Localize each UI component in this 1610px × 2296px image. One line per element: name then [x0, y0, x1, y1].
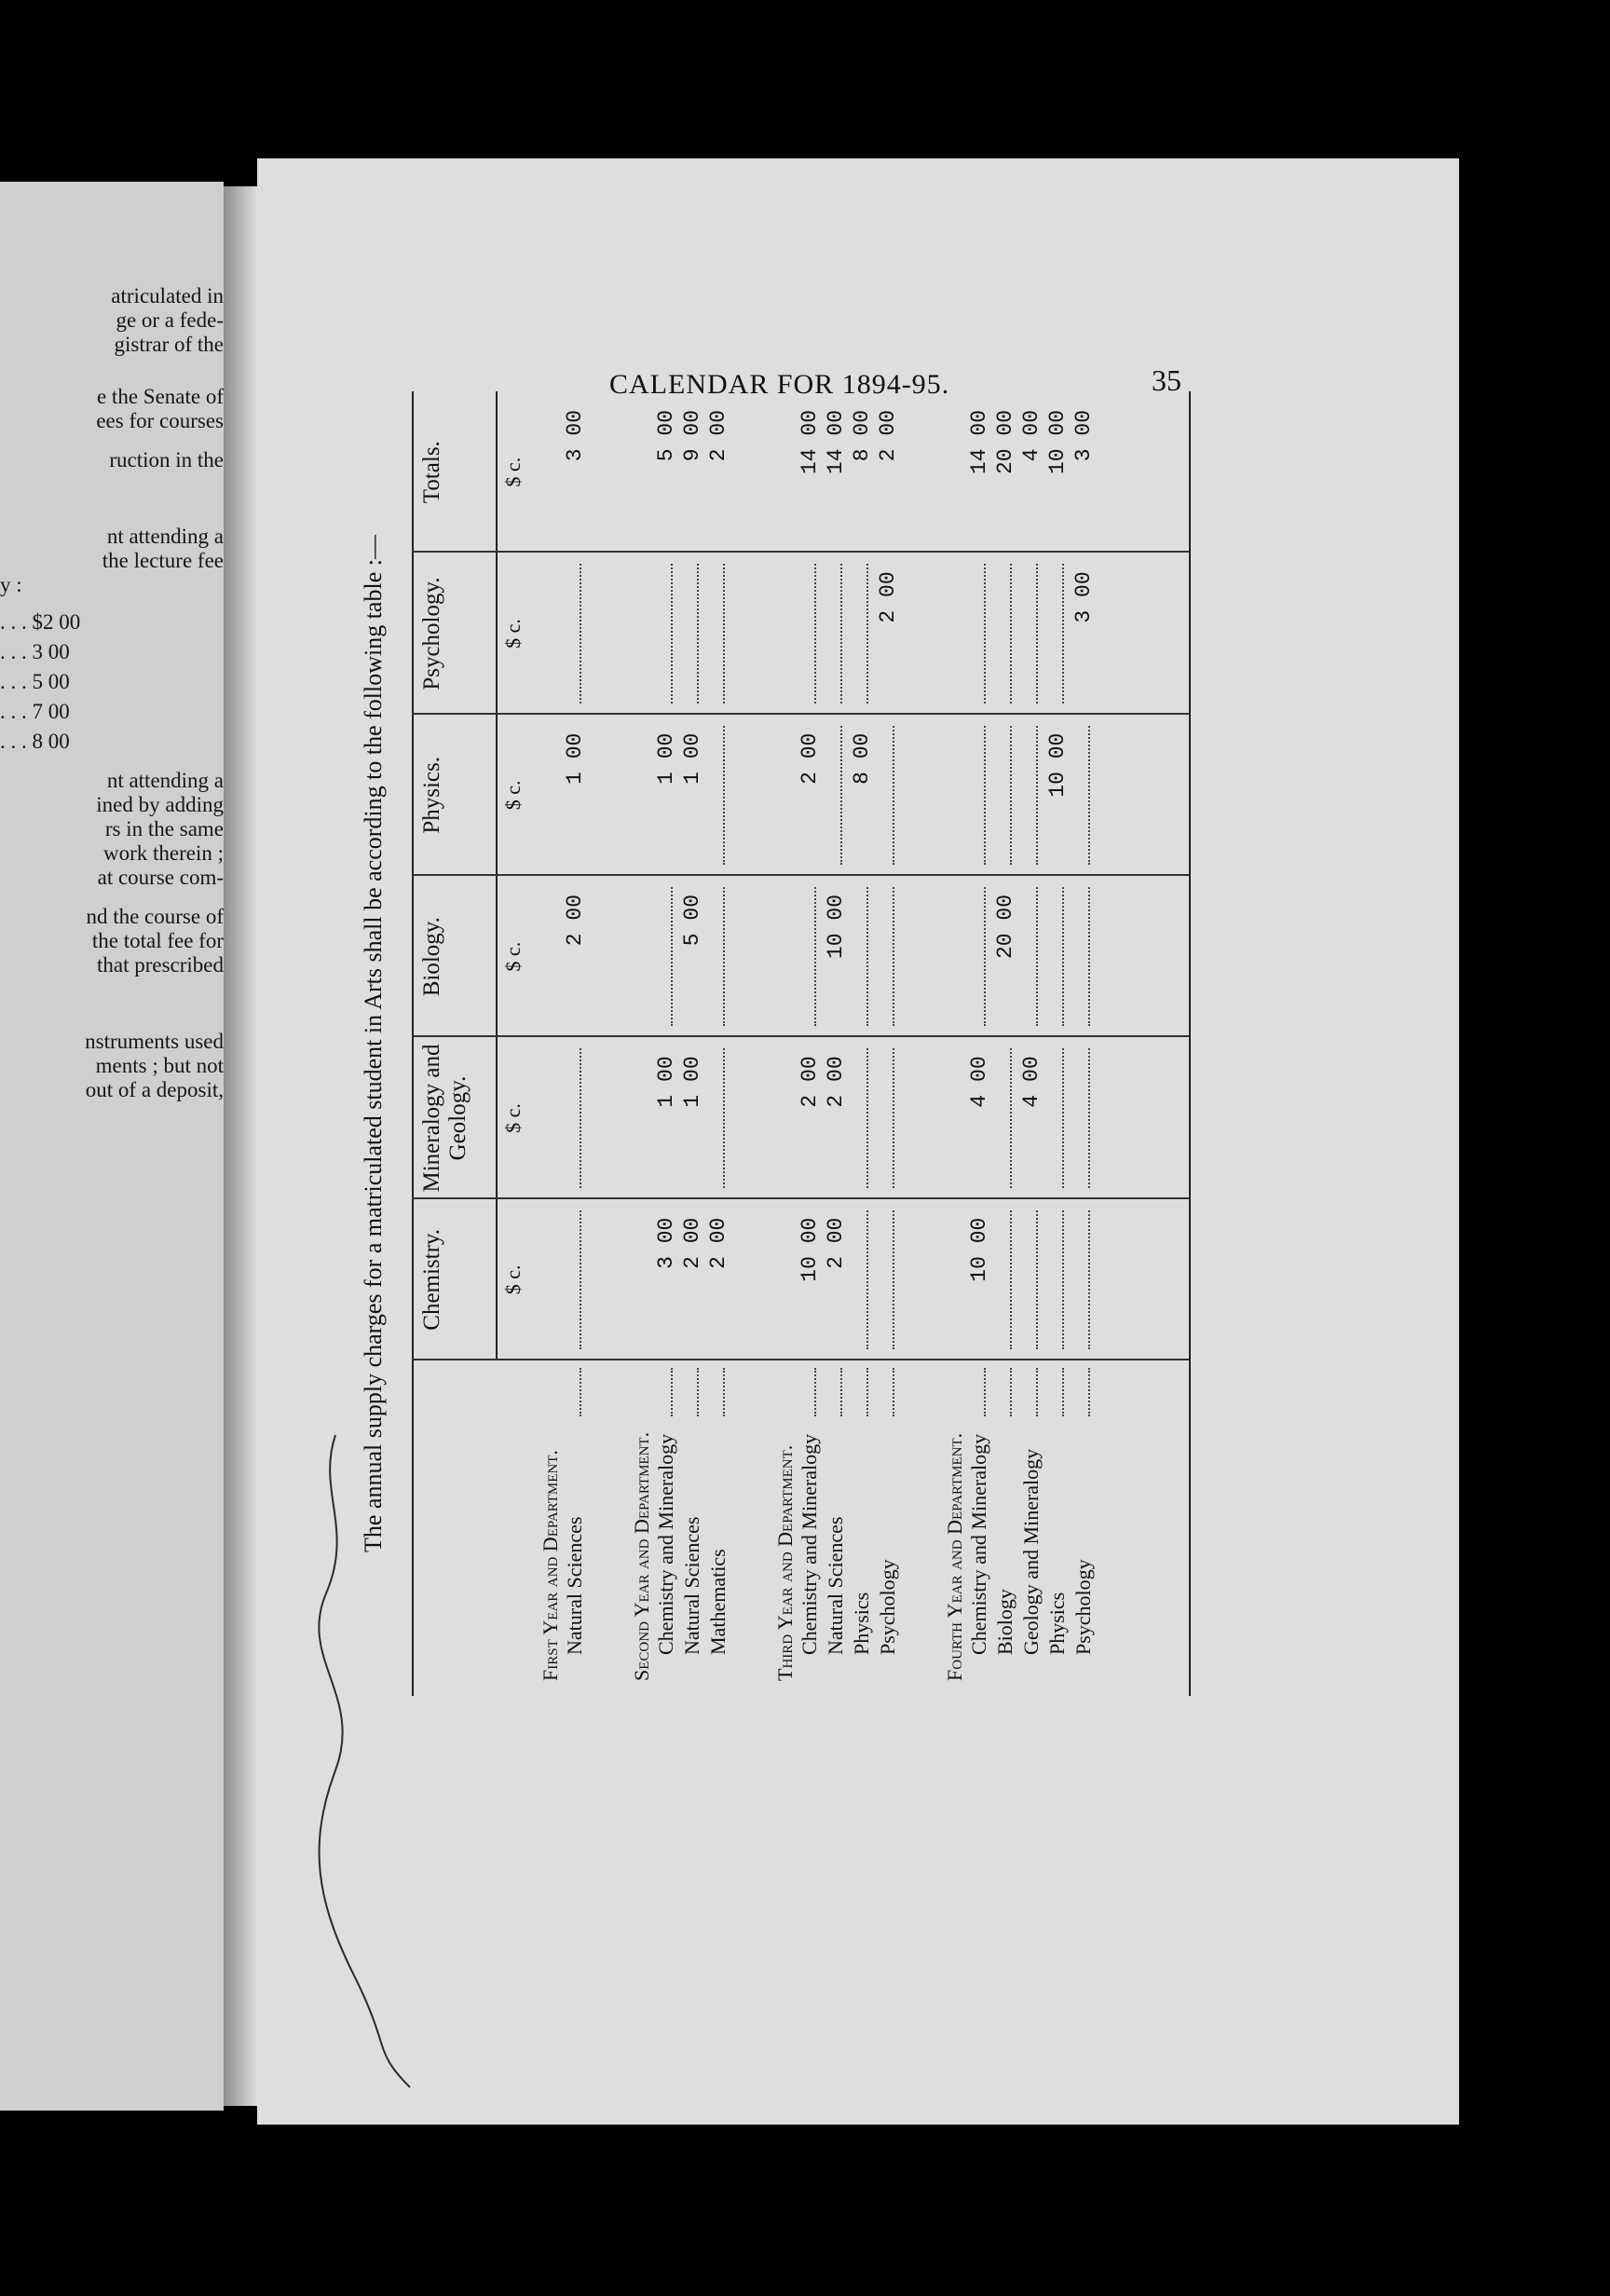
- empty-cell-leader: [1036, 1210, 1038, 1349]
- table-cell: 10 00: [798, 1217, 822, 1282]
- left-page-line: the lecture fee: [102, 549, 224, 572]
- left-page-line: nt attending a: [106, 525, 224, 548]
- left-page-line: . . . 3 00: [0, 640, 70, 663]
- empty-cell-leader: [984, 726, 986, 865]
- table-cell: 3 00: [1071, 571, 1096, 623]
- table-cell: 2 00: [876, 410, 900, 462]
- column-header: Chemistry.: [419, 1228, 444, 1331]
- left-page-line: ined by adding: [96, 793, 224, 816]
- table-cell: 5 00: [680, 895, 704, 947]
- table-cell: 14 00: [824, 410, 848, 475]
- row-leader: [1062, 1368, 1064, 1416]
- table-cell: 3 00: [563, 410, 587, 462]
- column-divider: [412, 874, 1189, 876]
- empty-cell-leader: [1062, 887, 1064, 1026]
- row-label: Physics: [1045, 1592, 1069, 1655]
- table-cell: 2 00: [563, 895, 587, 947]
- row-leader: [814, 1368, 816, 1416]
- left-page-line: gistrar of the: [114, 333, 224, 356]
- empty-cell-leader: [893, 1210, 894, 1349]
- handwritten-stroke: [298, 1416, 429, 2106]
- column-divider: [412, 1035, 1189, 1037]
- row-leader: [1088, 1368, 1090, 1416]
- left-page-line: nt attending a: [106, 769, 224, 792]
- column-unit: $ c.: [501, 1264, 525, 1295]
- row-label: Geology and Mineralogy: [1019, 1448, 1043, 1655]
- group-title: Fourth Year and Department.: [943, 1432, 966, 1681]
- table-cell: 5 00: [654, 410, 678, 462]
- page-number: 35: [1152, 363, 1181, 397]
- table-caption: The annual supply charges for a matriculated student in Arts shall be according to the following table :—: [360, 535, 387, 1552]
- empty-cell-leader: [1062, 1210, 1064, 1349]
- column-unit: $ c.: [501, 941, 525, 972]
- left-page-line: ments ; but not: [95, 1054, 224, 1077]
- table-cell: 2 00: [824, 1217, 848, 1269]
- column-divider: [412, 1197, 1189, 1199]
- empty-cell-leader: [1088, 1210, 1090, 1349]
- empty-cell-leader: [984, 887, 986, 1026]
- table-cell: 2 00: [824, 1056, 848, 1108]
- row-label: Chemistry and Mineralogy: [967, 1433, 990, 1655]
- left-page-line: ruction in the: [109, 448, 224, 472]
- table-cell: 2 00: [798, 732, 822, 785]
- column-divider: [412, 551, 1189, 553]
- row-label: Natural Sciences: [824, 1516, 847, 1655]
- row-leader: [840, 1368, 842, 1416]
- table-cell: 1 00: [680, 1056, 704, 1108]
- table-cell: 10 00: [1045, 410, 1070, 475]
- table-cell: 10 00: [824, 895, 848, 960]
- row-leader: [866, 1368, 868, 1416]
- row-leader: [1036, 1368, 1038, 1416]
- left-page: [0, 182, 224, 2111]
- empty-cell-leader: [1062, 1048, 1064, 1187]
- empty-cell-leader: [866, 1048, 868, 1187]
- empty-cell-leader: [1088, 1048, 1090, 1187]
- row-leader: [723, 1368, 725, 1416]
- table-cell: 1 00: [563, 732, 587, 785]
- empty-cell-leader: [1036, 726, 1038, 865]
- empty-cell-leader: [814, 564, 816, 703]
- empty-cell-leader: [697, 564, 699, 703]
- empty-cell-leader: [1088, 726, 1090, 865]
- empty-cell-leader: [866, 887, 868, 1026]
- left-page-line: y :: [0, 573, 22, 596]
- empty-cell-leader: [580, 1210, 581, 1349]
- row-leader: [1010, 1368, 1012, 1416]
- empty-cell-leader: [723, 887, 725, 1026]
- left-page-line: nstruments used: [85, 1030, 224, 1053]
- table-bottom-rule: [1189, 391, 1191, 1696]
- left-page-line: ge or a fede-: [116, 308, 224, 332]
- table-cell: 14 00: [798, 410, 822, 475]
- column-header: Biology.: [419, 917, 444, 997]
- left-page-line: . . . 5 00: [0, 670, 70, 693]
- table-cell: 1 00: [654, 732, 678, 785]
- column-header: Totals.: [419, 441, 444, 504]
- left-page-line: the total fee for: [91, 929, 224, 952]
- empty-cell-leader: [580, 1048, 581, 1187]
- row-label: Physics: [850, 1592, 873, 1655]
- row-leader: [697, 1368, 699, 1416]
- table-cell: 4 00: [967, 1056, 991, 1108]
- left-page-line: ees for courses: [96, 409, 224, 432]
- column-divider: [412, 713, 1189, 715]
- left-page-line: e the Senate of: [96, 385, 224, 408]
- empty-cell-leader: [1010, 564, 1012, 703]
- left-page-line: . . . $2 00: [0, 610, 81, 634]
- empty-cell-leader: [893, 726, 894, 865]
- supply-charges-table: [360, 391, 1226, 1696]
- table-cell: 4 00: [1019, 410, 1044, 462]
- empty-cell-leader: [866, 564, 868, 703]
- row-label: Natural Sciences: [680, 1516, 703, 1655]
- empty-cell-leader: [840, 564, 842, 703]
- empty-cell-leader: [840, 726, 842, 865]
- running-head: CALENDAR FOR 1894-95.: [609, 369, 950, 400]
- empty-cell-leader: [580, 564, 581, 703]
- empty-cell-leader: [984, 564, 986, 703]
- table-cell: 14 00: [967, 410, 991, 475]
- empty-cell-leader: [723, 564, 725, 703]
- row-leader: [580, 1368, 581, 1416]
- row-label: Biology: [993, 1589, 1016, 1655]
- empty-cell-leader: [1010, 1048, 1012, 1187]
- empty-cell-leader: [893, 887, 894, 1026]
- table-cell: 3 00: [1071, 410, 1096, 462]
- table-cell: 2 00: [706, 1217, 730, 1269]
- left-page-line: . . . 7 00: [0, 700, 70, 723]
- left-page-line: work therein ;: [102, 841, 224, 865]
- table-cell: 8 00: [850, 732, 874, 785]
- left-page-line: that prescribed: [96, 953, 224, 977]
- column-header: Physics.: [419, 757, 444, 834]
- row-label: Psychology: [876, 1559, 899, 1655]
- column-divider: [412, 1359, 1189, 1360]
- empty-cell-leader: [866, 1210, 868, 1349]
- left-page-line: rs in the same: [104, 817, 224, 840]
- table-cell: 20 00: [993, 895, 1017, 960]
- empty-cell-leader: [671, 564, 673, 703]
- column-unit: $ c.: [501, 457, 525, 487]
- book-gutter: [224, 186, 257, 2106]
- table-cell: 20 00: [993, 410, 1017, 475]
- column-header: Psychology.: [419, 577, 444, 690]
- empty-cell-leader: [723, 1048, 725, 1187]
- table-cell: 3 00: [654, 1217, 678, 1269]
- left-page-line: out of a deposit,: [85, 1078, 224, 1101]
- empty-cell-leader: [723, 726, 725, 865]
- table-header-rule: [496, 391, 498, 1360]
- empty-cell-leader: [1036, 887, 1038, 1026]
- empty-cell-leader: [1088, 887, 1090, 1026]
- table-cell: 4 00: [1019, 1056, 1044, 1108]
- column-header: Mineralogy and Geology.: [419, 1044, 471, 1193]
- left-page-line: atriculated in: [111, 284, 224, 308]
- empty-cell-leader: [1010, 1210, 1012, 1349]
- left-page-line: . . . 8 00: [0, 730, 70, 753]
- column-unit: $ c.: [501, 619, 525, 649]
- row-leader: [671, 1368, 673, 1416]
- left-page-line: nd the course of: [86, 905, 224, 928]
- empty-cell-leader: [893, 1048, 894, 1187]
- table-cell: 2 00: [798, 1056, 822, 1108]
- group-title: Third Year and Department.: [773, 1444, 797, 1681]
- table-cell: 10 00: [1045, 732, 1070, 798]
- table-cell: 2 00: [680, 1217, 704, 1269]
- empty-cell-leader: [1010, 726, 1012, 865]
- row-label: Mathematics: [706, 1549, 730, 1655]
- row-label: Chemistry and Mineralogy: [798, 1433, 821, 1655]
- table-cell: 2 00: [706, 410, 730, 462]
- row-label: Psychology: [1071, 1559, 1095, 1655]
- group-title: Second Year and Department.: [630, 1431, 653, 1681]
- empty-cell-leader: [1036, 564, 1038, 703]
- row-label: Chemistry and Mineralogy: [654, 1433, 677, 1655]
- column-unit: $ c.: [501, 1103, 525, 1133]
- row-leader: [984, 1368, 986, 1416]
- empty-cell-leader: [1062, 564, 1064, 703]
- row-label: Natural Sciences: [563, 1516, 586, 1655]
- table-cell: 2 00: [876, 571, 900, 623]
- empty-cell-leader: [814, 887, 816, 1026]
- table-cell: 8 00: [850, 410, 874, 462]
- row-leader: [893, 1368, 894, 1416]
- table-cell: 1 00: [680, 732, 704, 785]
- table-cell: 9 00: [680, 410, 704, 462]
- left-page-line: at course com-: [97, 866, 224, 889]
- empty-cell-leader: [671, 887, 673, 1026]
- group-title: First Year and Department.: [539, 1450, 562, 1681]
- table-cell: 1 00: [654, 1056, 678, 1108]
- column-unit: $ c.: [501, 780, 525, 811]
- table-cell: 10 00: [967, 1217, 991, 1282]
